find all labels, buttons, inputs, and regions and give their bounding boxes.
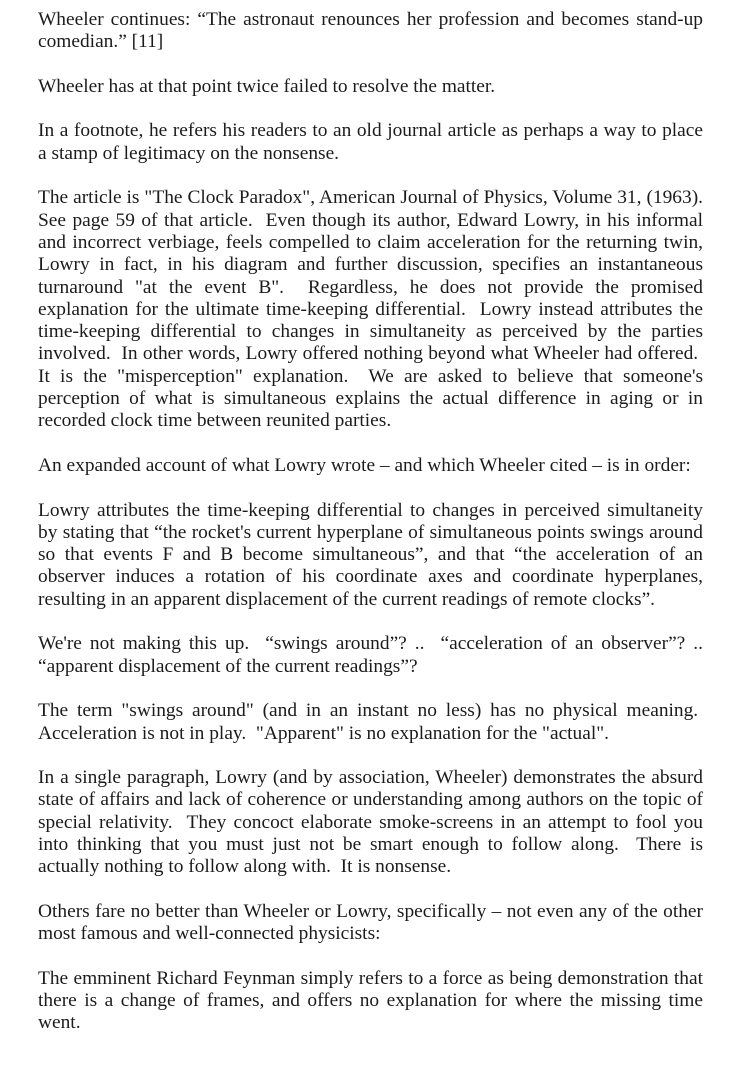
paragraph: In a footnote, he refers his readers to an old journal article as perhaps a way to place a stamp of legitimacy on the nonsense. <box>38 120 703 164</box>
paragraph: An expanded account of what Lowry wrote – and which Wheeler cited – is in order: <box>38 454 691 476</box>
paragraph: Lowry attributes the time-keeping differential to changes in perceived simultaneity by stating that “the rocket's current hyperplane of simultaneous points swings around so that events F and B become simultaneous”, and that “the acceleration of an observer induces a rotation of his coordinate axes and coordinate hyperplanes, resulting in an apparent displacement of the current readings of remote clocks”. <box>38 499 703 610</box>
paragraph: The term "swings around" (and in an instant no less) has no physical meaning. Acceleration is not in play. "Apparent" is no explanation for the "actual". <box>38 700 703 744</box>
paragraph: We're not making this up. “swings around”? .. “acceleration of an observer”? .. “apparent displacement of the current readings”? <box>38 633 703 677</box>
paragraph: The article is "The Clock Paradox", American Journal of Physics, Volume 31, (1963). See page 59 of that article. Even though its author, Edward Lowry, in his informal and incorrect verbiage, feels compelled to claim acceleration for the returning twin, Lowry in fact, in his diagram and further discussion, specifies an instantaneous turnaround "at the event B". Regardless, he does not provide the promised explanation for the ultimate time-keeping differential. Lowry instead attributes the time-keeping differential to changes in simultaneity as perceived by the parties involved. In other words, Lowry offered nothing beyond what Wheeler had offered. It is the "misperception" explanation. We are asked to believe that someone's perception of what is simultaneous explains the actual difference in aging or in recorded clock time between reunited parties. <box>38 187 703 432</box>
paragraph: Wheeler has at that point twice failed to resolve the matter. <box>38 75 496 97</box>
paragraph: The emminent Richard Feynman simply refers to a force as being demonstration that there is a change of frames, and offers no explanation for where the missing time went. <box>38 967 703 1034</box>
paragraph: In a single paragraph, Lowry (and by association, Wheeler) demonstrates the absurd state of affairs and lack of coherence or understanding among authors on the topic of special relativity. They concoct elaborate smoke-screens in an attempt to fool you into thinking that you must just not be smart enough to follow along. There is actually nothing to follow along with. It is nonsense. <box>38 767 703 878</box>
paragraph: Others fare no better than Wheeler or Lowry, specifically – not even any of the other most famous and well-connected physicists: <box>38 900 703 945</box>
paragraph: Wheeler continues: “The astronaut renounces her profession and becomes stand-up comedian.” [11] <box>38 9 703 53</box>
